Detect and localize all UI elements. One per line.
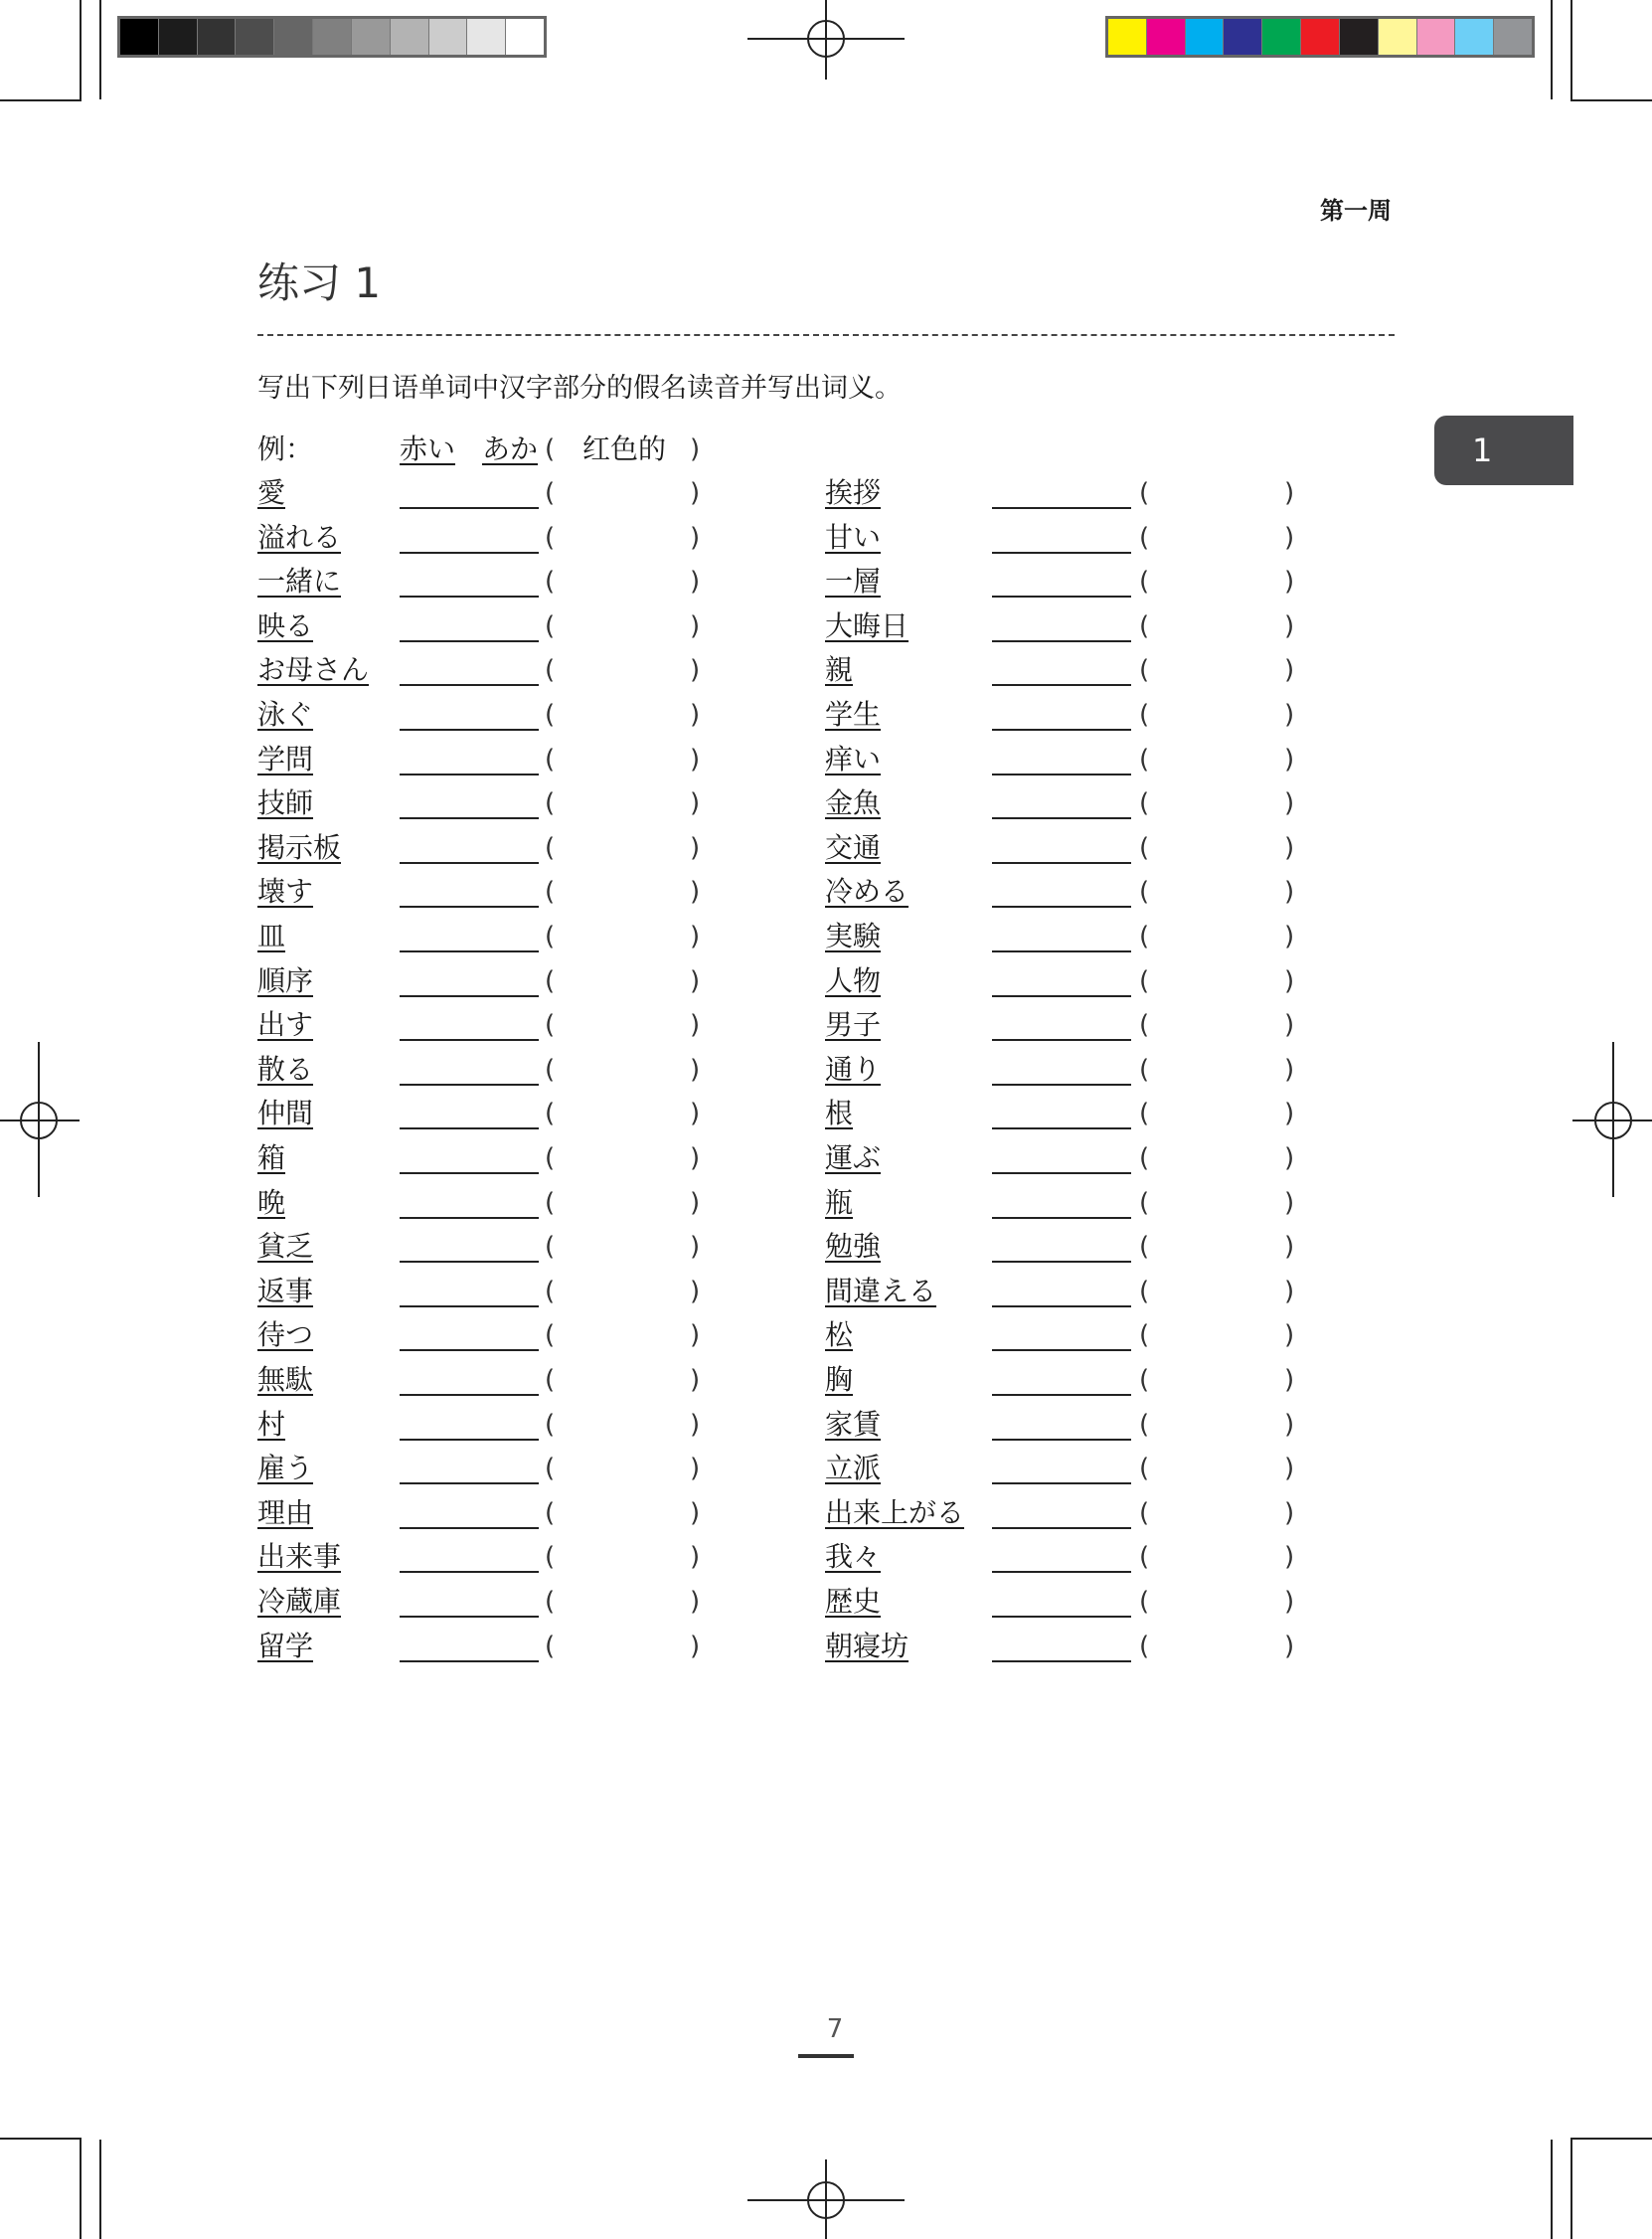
meaning-paren-close: ) [690, 1320, 701, 1350]
meaning-paren-close: ) [1284, 1542, 1295, 1572]
meaning-paren-close: ) [690, 1365, 701, 1395]
meaning-paren-close: ) [1284, 833, 1295, 863]
meaning-paren-open: ( [1139, 1188, 1150, 1218]
meaning-paren-open: ( [545, 966, 556, 996]
vocab-word: 家賃 [825, 1408, 882, 1441]
vocab-word: 留学 [257, 1630, 314, 1662]
vocab-word: 掲示板 [257, 831, 342, 864]
meaning-paren-close: ) [690, 1099, 701, 1128]
example-meaning: 红色的 [582, 432, 667, 465]
meaning-paren-close: ) [1284, 788, 1295, 818]
meaning-paren-open: ( [1139, 523, 1150, 553]
color-swatch [159, 19, 198, 55]
meaning-paren-open: ( [545, 922, 556, 951]
color-swatch [1108, 19, 1147, 55]
meaning-paren-close: ) [690, 523, 701, 553]
crop-mark [1551, 2140, 1553, 2239]
meaning-paren-open: ( [545, 1099, 556, 1128]
vocab-word: 親 [825, 653, 854, 686]
reading-blank[interactable] [992, 640, 1131, 642]
reading-blank[interactable] [400, 1439, 539, 1441]
vocab-word: 箱 [257, 1141, 286, 1174]
meaning-paren-open: ( [545, 1055, 556, 1085]
meaning-paren-close: ) [1284, 478, 1295, 508]
reading-blank[interactable] [400, 729, 539, 731]
meaning-paren-close: ) [690, 745, 701, 775]
meaning-paren-close: ) [690, 1010, 701, 1040]
meaning-paren-close: ) [690, 1232, 701, 1262]
crop-mark [1570, 2138, 1652, 2140]
crop-mark [80, 0, 82, 99]
reading-blank[interactable] [992, 1482, 1131, 1484]
registration-mark [20, 1102, 58, 1139]
vocab-word: 晩 [257, 1186, 286, 1219]
meaning-paren-open: ( [1139, 966, 1150, 996]
registration-mark [807, 20, 845, 58]
vocab-word: 散る [257, 1053, 314, 1086]
color-swatch [1224, 19, 1262, 55]
meaning-paren-close: ) [1284, 700, 1295, 730]
vocab-word: 返事 [257, 1275, 314, 1307]
reading-blank[interactable] [400, 684, 539, 686]
chapter-tab-label: 1 [1472, 431, 1493, 469]
vocab-word: 貧乏 [257, 1230, 314, 1263]
reading-blank[interactable] [400, 1217, 539, 1219]
reading-blank[interactable] [400, 640, 539, 642]
vocab-word: お母さん [257, 653, 370, 686]
meaning-paren-open: ( [545, 1143, 556, 1173]
reading-blank[interactable] [400, 1261, 539, 1263]
meaning-paren-open: ( [1139, 1277, 1150, 1306]
reading-blank[interactable] [992, 1261, 1131, 1263]
meaning-paren-close: ) [1284, 1277, 1295, 1306]
crop-mark [0, 2138, 82, 2140]
vocab-word: 待つ [257, 1318, 314, 1351]
vocab-word: 溢れる [257, 521, 342, 554]
meaning-paren-close: ) [690, 1143, 701, 1173]
reading-blank[interactable] [992, 507, 1131, 509]
meaning-paren-close: ) [1284, 1232, 1295, 1262]
vocab-word: 人物 [825, 964, 882, 997]
color-swatch [274, 19, 313, 55]
reading-blank[interactable] [992, 906, 1131, 908]
reading-blank[interactable] [400, 1482, 539, 1484]
meaning-paren-open: ( [545, 745, 556, 775]
vocab-word: 皿 [257, 920, 286, 952]
reading-blank[interactable] [400, 1305, 539, 1307]
meaning-paren-open: ( [1139, 788, 1150, 818]
reading-blank[interactable] [992, 1527, 1131, 1529]
reading-blank[interactable] [400, 1127, 539, 1129]
reading-blank[interactable] [992, 596, 1131, 598]
meaning-paren-open: ( [1139, 1498, 1150, 1528]
meaning-paren-close: ) [1284, 966, 1295, 996]
meaning-paren-open: ( [1139, 1010, 1150, 1040]
vocab-word: 胸 [825, 1363, 854, 1396]
meaning-paren-close: ) [1284, 1010, 1295, 1040]
meaning-paren-open: ( [1139, 1365, 1150, 1395]
meaning-paren-close: ) [1284, 1587, 1295, 1617]
vocab-word: 壊す [257, 875, 314, 908]
meaning-paren-open: ( [545, 1188, 556, 1218]
vocab-word: 通り [825, 1053, 882, 1086]
reading-blank[interactable] [992, 1217, 1131, 1219]
meaning-paren-open: ( [1139, 1542, 1150, 1572]
reading-blank[interactable] [992, 1439, 1131, 1441]
meaning-paren-open: ( [1139, 655, 1150, 685]
meaning-paren-open: ( [545, 788, 556, 818]
color-calibration-bar [1105, 16, 1535, 58]
reading-blank[interactable] [992, 1127, 1131, 1129]
meaning-paren-close: ) [690, 567, 701, 597]
crop-mark [1570, 99, 1652, 101]
reading-blank[interactable] [992, 817, 1131, 819]
reading-blank[interactable] [992, 1172, 1131, 1174]
color-swatch [236, 19, 274, 55]
meaning-paren-open: ( [1139, 611, 1150, 641]
vocab-word: 愛 [257, 476, 286, 509]
meaning-paren-close: ) [690, 1055, 701, 1085]
meaning-paren-open: ( [545, 1277, 556, 1306]
exercise-instruction: 写出下列日语单词中汉字部分的假名读音并写出词义。 [257, 373, 902, 404]
reading-blank[interactable] [400, 1616, 539, 1618]
meaning-paren-close: ) [1284, 745, 1295, 775]
color-swatch [429, 19, 468, 55]
vocab-word: 挨拶 [825, 476, 882, 509]
color-swatch [1455, 19, 1494, 55]
meaning-paren-open: ( [1139, 567, 1150, 597]
meaning-paren-close: ) [690, 611, 701, 641]
color-swatch [313, 19, 352, 55]
reading-blank[interactable] [400, 995, 539, 997]
crop-mark [0, 99, 82, 101]
meaning-paren-open: ( [545, 1498, 556, 1528]
meaning-paren-open: ( [1139, 1410, 1150, 1440]
reading-blank[interactable] [400, 1039, 539, 1041]
meaning-paren-open: ( [1139, 833, 1150, 863]
reading-blank[interactable] [400, 1394, 539, 1396]
meaning-paren-open: ( [545, 1410, 556, 1440]
example-word: 赤い [400, 432, 456, 465]
meaning-paren-close: ) [690, 922, 701, 951]
meaning-paren-close: ) [690, 1410, 701, 1440]
vocab-word: 運ぶ [825, 1141, 882, 1174]
vocab-word: 一層 [825, 565, 882, 598]
reading-blank[interactable] [400, 862, 539, 864]
reading-blank[interactable] [400, 596, 539, 598]
vocab-word: 大晦日 [825, 609, 909, 642]
meaning-paren-open: ( [1139, 700, 1150, 730]
vocab-word: 技師 [257, 786, 314, 819]
page-number-underline [798, 2054, 854, 2058]
meaning-paren-close: ) [690, 1188, 701, 1218]
vocab-word: 出来上がる [825, 1496, 965, 1529]
reading-blank[interactable] [992, 729, 1131, 731]
meaning-paren-close: ) [1284, 922, 1295, 951]
vocab-word: 甘い [825, 521, 882, 554]
vocab-word: 泳ぐ [257, 698, 314, 731]
reading-blank[interactable] [400, 1172, 539, 1174]
example-label: 例： [257, 432, 314, 465]
meaning-paren-close: ) [1284, 1498, 1295, 1528]
crop-mark [1570, 0, 1572, 99]
meaning-paren-close: ) [690, 833, 701, 863]
vocab-word: 勉強 [825, 1230, 882, 1263]
meaning-paren-close: ) [1284, 1632, 1295, 1661]
color-swatch [352, 19, 391, 55]
meaning-paren-open: ( [1139, 1320, 1150, 1350]
meaning-paren-close: ) [690, 966, 701, 996]
reading-blank[interactable] [992, 862, 1131, 864]
meaning-paren-close: ) [690, 788, 701, 818]
grayscale-calibration-bar [117, 16, 547, 58]
vocab-word: 男子 [825, 1008, 882, 1041]
meaning-paren-close: ) [690, 1277, 701, 1306]
vocab-word: 冷める [825, 875, 909, 908]
vocab-word: 冷蔵庫 [257, 1585, 342, 1618]
meaning-paren-open: ( [545, 1587, 556, 1617]
meaning-paren-open: ( [545, 478, 556, 508]
reading-blank[interactable] [400, 507, 539, 509]
crop-mark [1570, 2140, 1572, 2239]
meaning-paren-close: ) [690, 1587, 701, 1617]
reading-blank[interactable] [992, 1349, 1131, 1351]
meaning-paren-open: ( [1139, 1099, 1150, 1128]
vocab-word: 映る [257, 609, 314, 642]
vocab-word: 金魚 [825, 786, 882, 819]
vocab-word: 順序 [257, 964, 314, 997]
vocab-word: 雇う [257, 1452, 314, 1484]
reading-blank[interactable] [992, 684, 1131, 686]
meaning-paren-open: ( [545, 1010, 556, 1040]
vocab-word: 学問 [257, 743, 314, 775]
meaning-paren-open: ( [545, 1232, 556, 1262]
reading-blank[interactable] [400, 774, 539, 775]
example-paren-open: ( [545, 434, 556, 464]
reading-blank[interactable] [400, 1571, 539, 1573]
meaning-paren-open: ( [545, 700, 556, 730]
meaning-paren-close: ) [1284, 1320, 1295, 1350]
meaning-paren-open: ( [1139, 877, 1150, 907]
vocab-word: 一緒に [257, 565, 342, 598]
reading-blank[interactable] [992, 1394, 1131, 1396]
meaning-paren-open: ( [545, 567, 556, 597]
dashed-divider [257, 334, 1395, 336]
vocab-word: 歴史 [825, 1585, 882, 1618]
vocab-word: 松 [825, 1318, 854, 1351]
chapter-tab [1434, 416, 1573, 485]
example-reading: あか [482, 432, 539, 465]
meaning-paren-close: ) [690, 1454, 701, 1483]
vocab-word: 出来事 [257, 1540, 342, 1573]
reading-blank[interactable] [992, 1571, 1131, 1573]
reading-blank[interactable] [400, 1084, 539, 1086]
vocab-word: 実験 [825, 920, 882, 952]
vocab-word: 瓶 [825, 1186, 854, 1219]
vocab-word: 仲間 [257, 1097, 314, 1129]
color-swatch [1494, 19, 1532, 55]
meaning-paren-open: ( [545, 1365, 556, 1395]
color-swatch [1417, 19, 1456, 55]
color-swatch [198, 19, 237, 55]
meaning-paren-open: ( [545, 877, 556, 907]
registration-mark [807, 2181, 845, 2219]
vocab-word: 出す [257, 1008, 314, 1041]
reading-blank[interactable] [992, 1305, 1131, 1307]
meaning-paren-open: ( [545, 1542, 556, 1572]
reading-blank[interactable] [400, 1527, 539, 1529]
reading-blank[interactable] [992, 1660, 1131, 1662]
meaning-paren-open: ( [545, 611, 556, 641]
meaning-paren-open: ( [545, 1320, 556, 1350]
meaning-paren-close: ) [690, 478, 701, 508]
vocab-word: 無駄 [257, 1363, 314, 1396]
meaning-paren-close: ) [690, 1632, 701, 1661]
meaning-paren-close: ) [1284, 523, 1295, 553]
meaning-paren-open: ( [1139, 1587, 1150, 1617]
crop-mark [1551, 0, 1553, 99]
vocab-word: 痒い [825, 743, 882, 775]
color-swatch [1340, 19, 1379, 55]
reading-blank[interactable] [992, 950, 1131, 952]
crop-mark [99, 2140, 101, 2239]
meaning-paren-open: ( [1139, 745, 1150, 775]
meaning-paren-close: ) [1284, 1055, 1295, 1085]
meaning-paren-open: ( [1139, 1055, 1150, 1085]
meaning-paren-open: ( [1139, 922, 1150, 951]
color-swatch [467, 19, 506, 55]
meaning-paren-open: ( [1139, 1143, 1150, 1173]
color-swatch [391, 19, 429, 55]
meaning-paren-close: ) [1284, 567, 1295, 597]
page-number: 7 [826, 2014, 844, 2044]
reading-blank[interactable] [400, 817, 539, 819]
meaning-paren-close: ) [1284, 611, 1295, 641]
meaning-paren-close: ) [1284, 1099, 1295, 1128]
color-swatch [1379, 19, 1417, 55]
meaning-paren-close: ) [690, 655, 701, 685]
vocab-word: 間違える [825, 1275, 937, 1307]
meaning-paren-open: ( [1139, 478, 1150, 508]
meaning-paren-open: ( [1139, 1632, 1150, 1661]
vocab-word: 立派 [825, 1452, 882, 1484]
reading-blank[interactable] [400, 552, 539, 554]
reading-blank[interactable] [992, 774, 1131, 775]
reading-blank[interactable] [992, 1084, 1131, 1086]
reading-blank[interactable] [400, 906, 539, 908]
meaning-paren-close: ) [1284, 655, 1295, 685]
meaning-paren-open: ( [545, 1632, 556, 1661]
meaning-paren-open: ( [545, 1454, 556, 1483]
meaning-paren-close: ) [690, 700, 701, 730]
meaning-paren-open: ( [1139, 1454, 1150, 1483]
meaning-paren-close: ) [1284, 1143, 1295, 1173]
color-swatch [1262, 19, 1301, 55]
meaning-paren-close: ) [690, 1498, 701, 1528]
reading-blank[interactable] [992, 552, 1131, 554]
color-swatch [120, 19, 159, 55]
example-paren-close: ) [690, 434, 701, 464]
meaning-paren-close: ) [1284, 1454, 1295, 1483]
reading-blank[interactable] [992, 1616, 1131, 1618]
vocab-word: 根 [825, 1097, 854, 1129]
vocab-word: 朝寝坊 [825, 1630, 909, 1662]
meaning-paren-open: ( [545, 655, 556, 685]
meaning-paren-close: ) [690, 877, 701, 907]
vocab-word: 学生 [825, 698, 882, 731]
color-swatch [1147, 19, 1186, 55]
meaning-paren-open: ( [1139, 1232, 1150, 1262]
registration-mark [1594, 1102, 1632, 1139]
meaning-paren-close: ) [690, 1542, 701, 1572]
crop-mark [80, 2140, 82, 2239]
vocab-word: 我々 [825, 1540, 882, 1573]
exercise-title: 练习 1 [257, 258, 382, 307]
meaning-paren-open: ( [545, 523, 556, 553]
reading-blank[interactable] [992, 1039, 1131, 1041]
reading-blank[interactable] [400, 950, 539, 952]
color-swatch [506, 19, 544, 55]
reading-blank[interactable] [400, 1349, 539, 1351]
color-swatch [1301, 19, 1340, 55]
meaning-paren-close: ) [1284, 877, 1295, 907]
meaning-paren-open: ( [545, 833, 556, 863]
meaning-paren-close: ) [1284, 1188, 1295, 1218]
color-swatch [1186, 19, 1225, 55]
vocab-word: 理由 [257, 1496, 314, 1529]
meaning-paren-close: ) [1284, 1410, 1295, 1440]
meaning-paren-close: ) [1284, 1365, 1295, 1395]
vocab-word: 村 [257, 1408, 286, 1441]
reading-blank[interactable] [992, 995, 1131, 997]
reading-blank[interactable] [400, 1660, 539, 1662]
running-head: 第一周 [1320, 197, 1392, 225]
crop-mark [99, 0, 101, 99]
vocab-word: 交通 [825, 831, 882, 864]
